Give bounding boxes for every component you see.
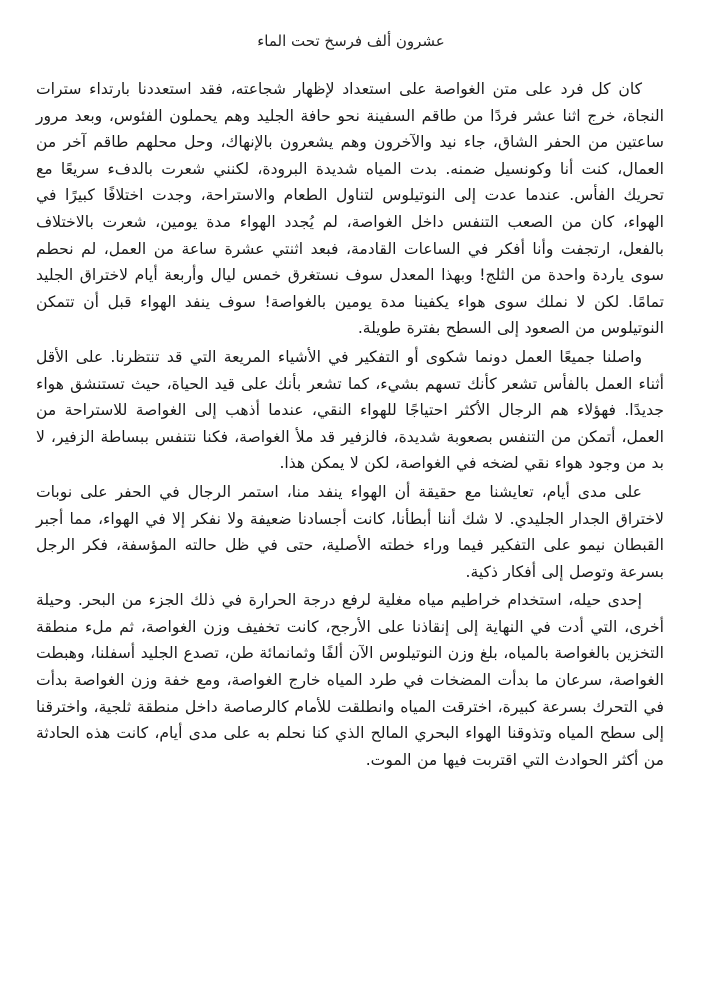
- paragraph-4: إحدى حيله، استخدام خراطيم مياه مغلية لرفع درجة الحرارة في ذلك الجزء من البحر. وحيلة أخرى، التي أدت في النهاية إلى إنقاذنا على الأرجح، كانت تخفيف وزن الغواصة، ثم ملء منطقة التخزين بالغواصة بالمياه، بلغ وزن النوتيلوس الآن ألفًا وثمانمائة طن، تصدع الجليد أسفلنا، وهبطت الغواصة، سرعان ما بدأت المضخات في طرد المياه خارج الغواصة، ومع خفة وزن الغواصة بدأت في التحرك بسرعة كبيرة، اخترقت المياه وانطلقت للأمام كالرصاصة داخل منطقة ثلجية، واخترقنا إلى سطح المياه وتذوقنا الهواء البحري المالح الذي كنا نحلم به على مدى أيام، كانت هذه الحادثة من أكثر الحوادث التي اقتربت فيها من الموت.: [36, 591, 664, 769]
- paragraph-3: على مدى أيام، تعايشنا مع حقيقة أن الهواء ينفد منا، استمر الرجال في الحفر على نوبات لاختراق الجدار الجليدي. لا شك أننا أبطأنا، كانت أجسادنا ضعيفة ولا نفكر إلا في الهواء، مما أجبر القبطان نيمو على التفكير فيما وراء خطته الأصلية، حتى في ظل حالته المؤسفة، فكر الرجل بسرعة وتوصل إلى أفكار ذكية.: [36, 482, 664, 581]
- paragraph-2: واصلنا جميعًا العمل دونما شكوى أو التفكير في الأشياء المريعة التي قد تنتظرنا. على الأقل أثناء العمل بالفأس تشعر كأنك تسهم بشيء، كما تشعر بأنك على قيد الحياة، حيث تستنشق هواء جديدًا. فهؤلاء هم الرجال الأكثر احتياجًا للهواء النقي، عندما أذهب إلى الغواصة للاستراحة من العمل، أتمكن من التنفس بصعوبة شديدة، فالزفير قد ملأ الغواصة، فكنا نتنفس ببساطة الزفير، لا بد من وجود هواء نقي لضخه في الغواصة، لكن لا يمكن هذا.: [36, 347, 664, 473]
- paragraph-1: كان كل فرد على متن الغواصة على استعداد لإظهار شجاعته، فقد استعددنا بارتداء سترات النجاة، خرج اثنا عشر فردًا من طاقم السفينة نحو حافة الجليد وهم يحملون الفئوس، وبعد مرور ساعتين من الحفر الشاق، جاء نيد والآخرون وهم يشعرون بالإنهاك، وحل محلهم طاقم آخر من العمال، كنت أنا وكونسيل ضمنه. بدت المياه شديدة البرودة، لكنني شعرت بالدفء سريعًا مع تحريك الفأس. عندما عدت إلى النوتيلوس لتناول الطعام والاستراحة، وجدت اختلافًا كبيرًا في الهواء، كان من الصعب التنفس داخل الغواصة، لم يُجدد الهواء مدة يومين، شعرت بالاختلاف بالفعل، ارتجفت وأنا أفكر في الساعات القادمة، فبعد اثنتي عشرة ساعة من العمل، لم نحطم سوى ياردة واحدة من الثلج! وبهذا المعدل سوف نستغرق خمس ليال وأربعة أيام لاختراق الجليد تمامًا. لكن لا نملك سوى هواء يكفينا مدة يومين بالغواصة! سوف ينفد الهواء قبل أن تتمكن النوتيلوس من الصعود إلى السطح بفترة طويلة.: [36, 80, 664, 338]
- running-header-title: عشرون ألف فرسخ تحت الماء: [257, 32, 445, 50]
- body-text: [36, 76, 664, 775]
